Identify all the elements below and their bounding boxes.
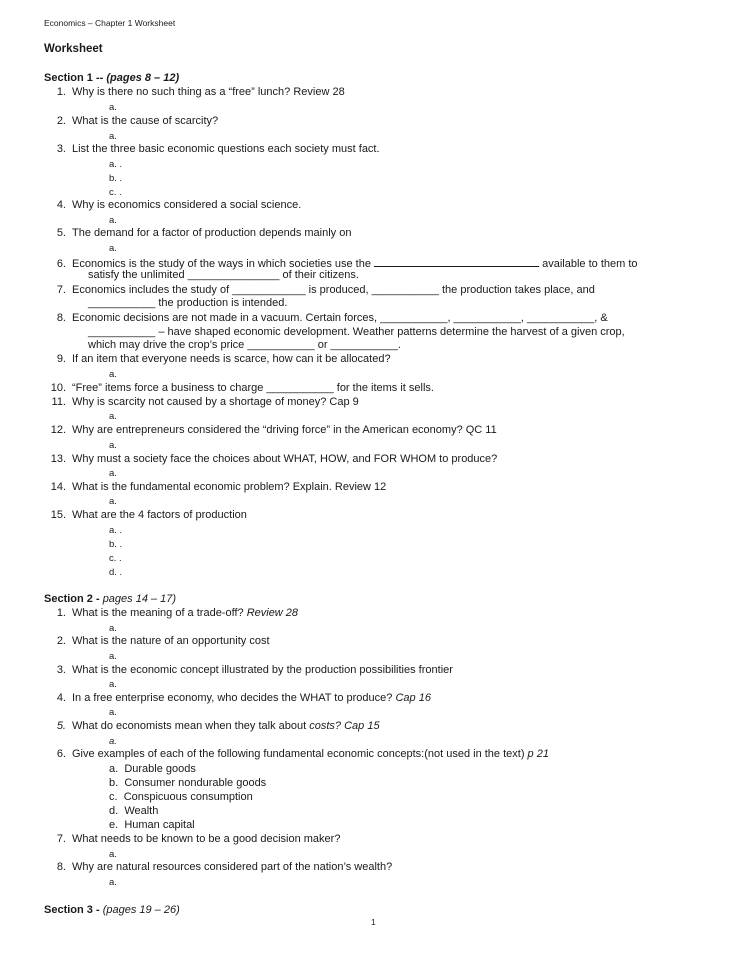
- question-8-cont: ___________ – have shaped economic development. Weather patterns determine the harvest of a given crop,: [88, 326, 625, 338]
- question-9: 9. If an item that everyone needs is scarce, how can it be allocated?: [56, 353, 391, 365]
- question-13: 13. Why must a society face the choices about WHAT, HOW, and FOR WHOM to produce?: [50, 453, 498, 465]
- section-2-label: Section 2 -: [44, 593, 100, 605]
- s2-question-8: 8. Why are natural resources considered part of the nation’s wealth?: [56, 861, 393, 873]
- blank: [374, 256, 539, 267]
- question-11: 11. Why is scarcity not caused by a shortage of money? Cap 9: [51, 396, 359, 408]
- question-8-cont: which may drive the crop’s price ___________ or ___________.: [88, 339, 401, 351]
- question-1: 1. Why is there no such thing as a “free” lunch? Review 28: [56, 86, 345, 98]
- question-7: 7. Economics includes the study of ____________ is produced, ___________ the production takes place, and: [56, 284, 595, 296]
- s2-question-4: 4. In a free enterprise economy, who decides the WHAT to produce? Cap 16: [56, 692, 431, 704]
- s2-question-7: 7. What needs to be known to be a good decision maker?: [56, 833, 341, 845]
- section-1-pages: (pages 8 – 12): [106, 72, 180, 84]
- question-10: 10. “Free” items force a business to charge ___________ for the items it sells.: [50, 382, 434, 394]
- answer-letter: a.: [109, 369, 117, 380]
- concept-item: a. Durable goods: [109, 763, 196, 775]
- answer-letter: a.: [109, 215, 117, 226]
- section-1-label: Section 1 --: [44, 72, 104, 84]
- section-1-heading: [44, 72, 179, 85]
- answer-letter: a.: [109, 623, 117, 634]
- running-header: Economics – Chapter 1 Worksheet: [44, 18, 176, 28]
- question-4: 4. Why is economics considered a social science.: [56, 199, 302, 211]
- answer-letter: d. .: [109, 567, 123, 578]
- question-3: 3. List the three basic economic questions each society must fact.: [56, 143, 380, 155]
- concept-item: d. Wealth: [109, 805, 159, 817]
- page-number: 1: [371, 917, 376, 927]
- question-6-cont: satisfy the unlimited _______________ of their citizens.: [88, 269, 359, 281]
- section-2-heading: [44, 593, 176, 606]
- s2-question-3: 3. What is the economic concept illustrated by the production possibilities frontier: [56, 664, 453, 676]
- question-6: 6. Economics is the study of the ways in which societies use the available to them to: [56, 258, 638, 270]
- question-15: 15. What are the 4 factors of production: [50, 509, 247, 521]
- answer-letter: a.: [109, 102, 117, 113]
- answer-letter: a. .: [109, 159, 123, 170]
- answer-letter: a.: [109, 411, 117, 422]
- answer-letter: a.: [109, 651, 117, 662]
- answer-letter: a.: [109, 736, 117, 747]
- s2-question-6: 6. Give examples of each of the following fundamental economic concepts:(not used in the text) p 21: [56, 748, 549, 760]
- answer-letter: a.: [109, 707, 117, 718]
- section-3-label: Section 3 -: [44, 904, 100, 916]
- answer-letter: c. .: [109, 553, 122, 564]
- answer-letter: a.: [109, 877, 117, 888]
- concept-item: e. Human capital: [109, 819, 195, 831]
- s2-question-2: 2. What is the nature of an opportunity cost: [56, 635, 270, 647]
- section-3-heading: [44, 904, 180, 917]
- section-3-pages: (pages 19 – 26): [102, 904, 180, 916]
- answer-letter: a.: [109, 849, 117, 860]
- answer-letter: b. .: [109, 173, 123, 184]
- s2-question-1: 1. What is the meaning of a trade-off? Review 28: [56, 607, 299, 619]
- worksheet-title: Worksheet: [44, 43, 103, 55]
- answer-letter: a. .: [109, 525, 123, 536]
- answer-letter: b. .: [109, 539, 123, 550]
- answer-letter: a.: [109, 440, 117, 451]
- answer-letter: a.: [109, 243, 117, 254]
- question-2: 2. What is the cause of scarcity?: [56, 115, 219, 127]
- answer-letter: a.: [109, 496, 117, 507]
- section-2-pages: pages 14 – 17): [102, 593, 177, 605]
- answer-letter: a.: [109, 131, 117, 142]
- answer-letter: a.: [109, 679, 117, 690]
- question-8: 8. Economic decisions are not made in a vacuum. Certain forces, ___________, ___________, ___________, &: [56, 312, 608, 324]
- question-14: 14. What is the fundamental economic problem? Explain. Review 12: [50, 481, 387, 493]
- answer-letter: c. .: [109, 187, 122, 198]
- question-12: 12. Why are entrepreneurs considered the “driving force” in the American economy? QC 11: [50, 424, 497, 436]
- answer-letter: a.: [109, 468, 117, 479]
- concept-item: c. Conspicuous consumption: [109, 791, 253, 803]
- question-7-cont: ___________ the production is intended.: [88, 297, 288, 309]
- s2-question-5: 5. What do economists mean when they talk about costs? Cap 15: [56, 720, 380, 732]
- concept-item: b. Consumer nondurable goods: [109, 777, 267, 789]
- question-5: 5. The demand for a factor of production depends mainly on: [56, 227, 352, 239]
